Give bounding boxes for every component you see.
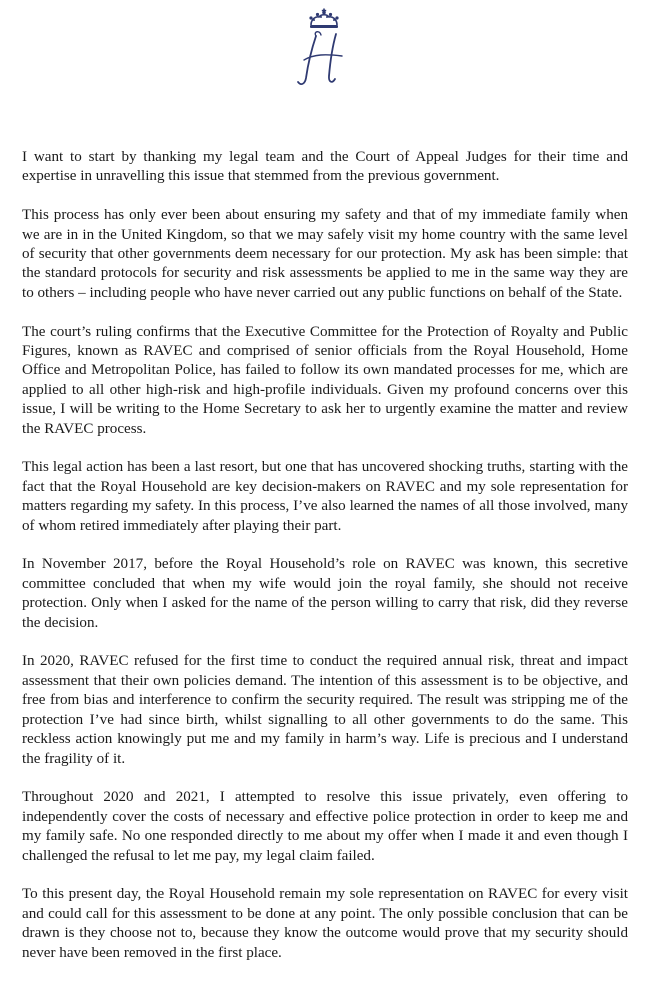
paragraph: In November 2017, before the Royal Household’s role on RAVEC was known, this secretive committee concluded that when my wife would join the royal family, she should not receive protection. Only when I asked for the name of the person willing to carry that risk, did they reverse the decision. — [22, 556, 628, 631]
paragraph: This legal action has been a last resort, but one that has uncovered shocking truths, starting with the fact that the Royal Household are key decision-makers on RAVEC and my sole representation for matters regarding my safety. In this process, I’ve also learned the names of all those involved, many of whom retired immediately after playing their part. — [22, 459, 628, 534]
paragraph: The court’s ruling confirms that the Executive Committee for the Protection of Royalty and Public Figures, known as RAVEC and comprised of senior officials from the Royal Household, Home Office and Metropolitan Police, has failed to follow its own mandated processes for me, which are applied to all other high-risk and high-profile individuals. Given my profound concerns over this issue, I will be writing to the Home Secretary to ask her to urgently examine the matter and review the RAVEC process. — [22, 323, 628, 437]
letter-body — [22, 148, 628, 963]
paragraph: To this present day, the Royal Household remain my sole representation on RAVEC for every visit and could call for this assessment to be done at any point. The only possible conclusion that can be drawn is they choose not to, because they know the outcome would prove that my security should never have been removed in the first place. — [22, 886, 628, 961]
paragraph: This process has only ever been about ensuring my safety and that of my immediate family when we are in in the United Kingdom, so that we may safely visit my home country with the same level of security that other governments deem necessary for our protection. My ask has been simple: that the standard protocols for security and risk assessments be applied to me in the same way they are to others – including people who have never carried out any public functions on behalf of the State. — [22, 207, 628, 301]
paragraph: Throughout 2020 and 2021, I attempted to resolve this issue privately, even offering to independently cover the costs of necessary and effective police protection in order to keep me and my family safe. No one responded directly to me about my offer when I made it and even though I challenged the refusal to let me pay, my legal claim failed. — [22, 789, 628, 864]
paragraph: I want to start by thanking my legal team and the Court of Appeal Judges for their time and expertise in unravelling this issue that stemmed from the previous government. — [22, 149, 628, 185]
paragraph: In 2020, RAVEC refused for the first time to conduct the required annual risk, threat and impact assessment that their own policies demand. The intention of this assessment is to be objective, and free from bias and interference to confirm the security required. The result was stripping me of the protection I’ve had since birth, whilst signalling to all other governments to do the same. This reckless action knowingly put me and my family in harm’s way. Life is precious and I understand the fragility of it. — [22, 653, 628, 767]
crowned-h-monogram-icon — [286, 8, 362, 90]
